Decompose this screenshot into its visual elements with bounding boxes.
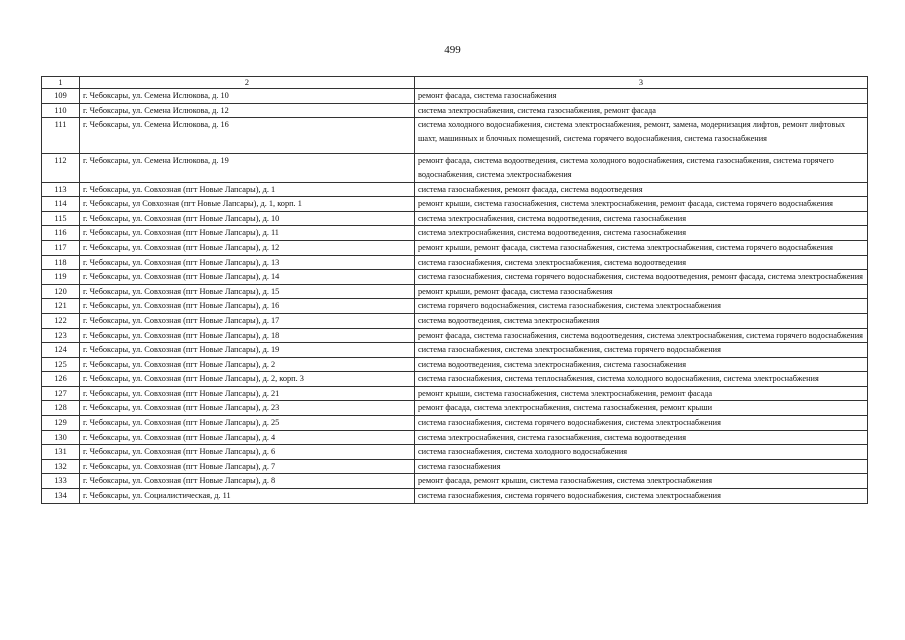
table-row <box>42 197 868 212</box>
works-cell: ремонт фасада, система электроснабжения, система газоснабжения, ремонт крыши <box>415 401 868 416</box>
row-number-cell: 112 <box>42 154 80 182</box>
table-row <box>42 430 868 445</box>
table-row <box>42 343 868 358</box>
works-cell: система водоотведения, система электроснабжения <box>415 313 868 328</box>
row-number-cell: 117 <box>42 240 80 255</box>
address-cell: г. Чебоксары, ул. Совхозная (пгт Новые Лапсары), д. 8 <box>80 474 415 489</box>
table-row <box>42 118 868 154</box>
row-number-cell: 134 <box>42 489 80 504</box>
works-cell: система газоснабжения, система электроснабжения, система горячего водоснабжения <box>415 343 868 358</box>
row-number-cell: 131 <box>42 445 80 460</box>
row-number-cell: 115 <box>42 211 80 226</box>
address-cell: г. Чебоксары, ул. Семена Ислюкова, д. 10 <box>80 89 415 104</box>
table-row <box>42 255 868 270</box>
works-cell: ремонт крыши, система газоснабжения, система электроснабжения, ремонт фасада, система горячего водоснабжения <box>415 197 868 212</box>
works-cell: система водоотведения, система электроснабжения, система газоснабжения <box>415 357 868 372</box>
works-cell: система газоснабжения, система теплоснабжения, система холодного водоснабжения, система электроснабжения <box>415 372 868 387</box>
works-cell: ремонт крыши, система газоснабжения, система электроснабжения, ремонт фасада <box>415 386 868 401</box>
address-cell: г. Чебоксары, ул. Совхозная (пгт Новые Лапсары), д. 10 <box>80 211 415 226</box>
works-cell: система холодного водоснабжения, система электроснабжения, ремонт, замена, модернизация лифтов, ремонт лифтовых шахт, машинных и блочных помещений, система горячего водоснабжения, система газоснабжения <box>415 118 868 154</box>
table-row <box>42 386 868 401</box>
works-cell: система газоснабжения, система горячего водоснабжения, система водоотведения, ремонт фасада, система электроснабжения <box>415 270 868 285</box>
works-register-table <box>41 76 868 504</box>
works-cell: система электроснабжения, система газоснабжения, система водоотведения <box>415 430 868 445</box>
table-row <box>42 459 868 474</box>
row-number-cell: 128 <box>42 401 80 416</box>
row-number-cell: 129 <box>42 416 80 431</box>
address-cell: г. Чебоксары, ул Совхозная (пгт Новые Лапсары), д. 1, корп. 1 <box>80 197 415 212</box>
table-row <box>42 154 868 182</box>
row-number-cell: 122 <box>42 313 80 328</box>
table-row <box>42 240 868 255</box>
row-number-cell: 133 <box>42 474 80 489</box>
row-number-cell: 124 <box>42 343 80 358</box>
row-number-cell: 114 <box>42 197 80 212</box>
row-number-cell: 123 <box>42 328 80 343</box>
works-cell: ремонт фасада, ремонт крыши, система газоснабжения, система электроснабжения <box>415 474 868 489</box>
address-cell: г. Чебоксары, ул. Совхозная (пгт Новые Лапсары), д. 18 <box>80 328 415 343</box>
column-header-number: 1 <box>42 77 80 89</box>
row-number-cell: 126 <box>42 372 80 387</box>
row-number-cell: 132 <box>42 459 80 474</box>
table-row <box>42 313 868 328</box>
table-row <box>42 299 868 314</box>
row-number-cell: 125 <box>42 357 80 372</box>
column-header-address: 2 <box>80 77 415 89</box>
address-cell: г. Чебоксары, ул. Совхозная (пгт Новые Лапсары), д. 11 <box>80 226 415 241</box>
address-cell: г. Чебоксары, ул. Совхозная (пгт Новые Лапсары), д. 23 <box>80 401 415 416</box>
address-cell: г. Чебоксары, ул. Совхозная (пгт Новые Лапсары), д. 7 <box>80 459 415 474</box>
table-row <box>42 211 868 226</box>
table-row <box>42 328 868 343</box>
column-header-works: 3 <box>415 77 868 89</box>
works-cell: система электроснабжения, система водоотведения, система газоснабжения <box>415 211 868 226</box>
works-cell: система газоснабжения, система горячего водоснабжения, система электроснабжения <box>415 489 868 504</box>
works-cell: ремонт фасада, система газоснабжения, система водоотведения, система электроснабжения, система горячего водоснабжения <box>415 328 868 343</box>
header-row <box>42 77 868 89</box>
row-number-cell: 120 <box>42 284 80 299</box>
works-cell: система электроснабжения, система водоотведения, система газоснабжения <box>415 226 868 241</box>
address-cell: г. Чебоксары, ул. Совхозная (пгт Новые Лапсары), д. 16 <box>80 299 415 314</box>
page-number: 499 <box>444 44 461 56</box>
table-row <box>42 401 868 416</box>
works-cell: система газоснабжения, система горячего водоснабжения, система электроснабжения <box>415 416 868 431</box>
table-row <box>42 445 868 460</box>
row-number-cell: 116 <box>42 226 80 241</box>
table-row <box>42 182 868 197</box>
works-cell: система электроснабжения, система газоснабжения, ремонт фасада <box>415 103 868 118</box>
row-number-cell: 130 <box>42 430 80 445</box>
address-cell: г. Чебоксары, ул. Совхозная (пгт Новые Лапсары), д. 2 <box>80 357 415 372</box>
table-row <box>42 226 868 241</box>
row-number-cell: 121 <box>42 299 80 314</box>
table-row <box>42 270 868 285</box>
row-number-cell: 110 <box>42 103 80 118</box>
address-cell: г. Чебоксары, ул. Семена Ислюкова, д. 19 <box>80 154 415 182</box>
row-number-cell: 113 <box>42 182 80 197</box>
row-number-cell: 119 <box>42 270 80 285</box>
works-cell: ремонт фасада, система водоотведения, система холодного водоснабжения, система газоснабжения, система горячего водоснабжения, система электроснабжения <box>415 154 868 182</box>
address-cell: г. Чебоксары, ул. Совхозная (пгт Новые Лапсары), д. 25 <box>80 416 415 431</box>
address-cell: г. Чебоксары, ул. Совхозная (пгт Новые Лапсары), д. 2, корп. 3 <box>80 372 415 387</box>
table-row <box>42 489 868 504</box>
address-cell: г. Чебоксары, ул. Совхозная (пгт Новые Лапсары), д. 17 <box>80 313 415 328</box>
table-row <box>42 103 868 118</box>
works-cell: система газоснабжения <box>415 459 868 474</box>
table-row <box>42 372 868 387</box>
address-cell: г. Чебоксары, ул. Совхозная (пгт Новые Лапсары), д. 14 <box>80 270 415 285</box>
table-row <box>42 89 868 104</box>
address-cell: г. Чебоксары, ул. Совхозная (пгт Новые Лапсары), д. 15 <box>80 284 415 299</box>
works-cell: система газоснабжения, система холодного водоснабжения <box>415 445 868 460</box>
address-cell: г. Чебоксары, ул. Социалистическая, д. 11 <box>80 489 415 504</box>
address-cell: г. Чебоксары, ул. Совхозная (пгт Новые Лапсары), д. 19 <box>80 343 415 358</box>
table-row <box>42 357 868 372</box>
row-number-cell: 109 <box>42 89 80 104</box>
address-cell: г. Чебоксары, ул. Совхозная (пгт Новые Лапсары), д. 12 <box>80 240 415 255</box>
works-cell: ремонт крыши, ремонт фасада, система газоснабжения, система электроснабжения, система горячего водоснабжения <box>415 240 868 255</box>
address-cell: г. Чебоксары, ул. Совхозная (пгт Новые Лапсары), д. 6 <box>80 445 415 460</box>
address-cell: г. Чебоксары, ул. Совхозная (пгт Новые Лапсары), д. 1 <box>80 182 415 197</box>
row-number-cell: 111 <box>42 118 80 154</box>
table-row <box>42 284 868 299</box>
address-cell: г. Чебоксары, ул. Семена Ислюкова, д. 16 <box>80 118 415 154</box>
address-cell: г. Чебоксары, ул. Совхозная (пгт Новые Лапсары), д. 21 <box>80 386 415 401</box>
table-row <box>42 474 868 489</box>
row-number-cell: 118 <box>42 255 80 270</box>
address-cell: г. Чебоксары, ул. Совхозная (пгт Новые Лапсары), д. 13 <box>80 255 415 270</box>
works-cell: система газоснабжения, ремонт фасада, система водоотведения <box>415 182 868 197</box>
works-cell: система горячего водоснабжения, система газоснабжения, система электроснабжения <box>415 299 868 314</box>
row-number-cell: 127 <box>42 386 80 401</box>
address-cell: г. Чебоксары, ул. Совхозная (пгт Новые Лапсары), д. 4 <box>80 430 415 445</box>
table-row <box>42 416 868 431</box>
works-cell: ремонт крыши, ремонт фасада, система газоснабжения <box>415 284 868 299</box>
address-cell: г. Чебоксары, ул. Семена Ислюкова, д. 12 <box>80 103 415 118</box>
works-cell: ремонт фасада, система газоснабжения <box>415 89 868 104</box>
works-cell: система газоснабжения, система электроснабжения, система водоотведения <box>415 255 868 270</box>
